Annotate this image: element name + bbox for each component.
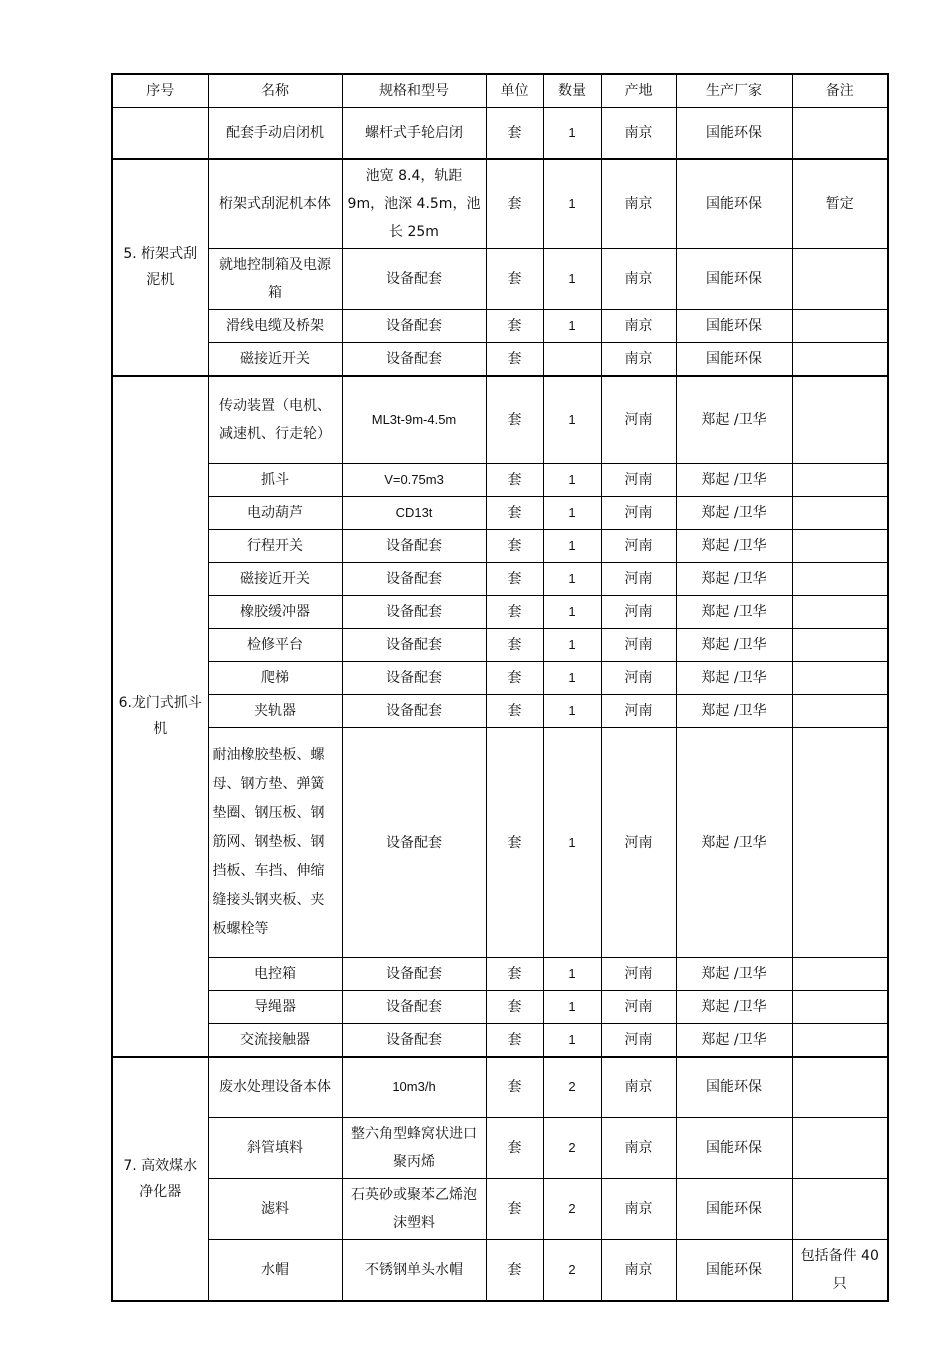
maker-cell: 郑起 /卫华 bbox=[676, 728, 792, 958]
table-row bbox=[112, 108, 888, 159]
maker-cell: 国能环保 bbox=[676, 1178, 792, 1239]
qty-cell: 1 bbox=[543, 108, 601, 159]
name-cell: 废水处理设备本体 bbox=[208, 1057, 342, 1117]
header-spec: 规格和型号 bbox=[342, 74, 486, 108]
maker-cell: 国能环保 bbox=[676, 159, 792, 249]
qty-cell: 1 bbox=[543, 596, 601, 629]
spec-cell: 设备配套 bbox=[342, 309, 486, 342]
spec-cell: 设备配套 bbox=[342, 695, 486, 728]
maker-cell: 郑起 /卫华 bbox=[676, 464, 792, 497]
qty-cell: 2 bbox=[543, 1057, 601, 1117]
name-cell: 爬梯 bbox=[208, 662, 342, 695]
table-row bbox=[112, 1178, 888, 1239]
table-row bbox=[112, 342, 888, 376]
spec-cell: 设备配套 bbox=[342, 629, 486, 662]
name-cell: 斜管填料 bbox=[208, 1117, 342, 1178]
maker-cell: 国能环保 bbox=[676, 342, 792, 376]
name-cell: 抓斗 bbox=[208, 464, 342, 497]
spec-cell: 池宽 8.4，轨距 9m，池深 4.5m，池长 25m bbox=[342, 159, 486, 249]
qty-cell: 1 bbox=[543, 530, 601, 563]
table-row bbox=[112, 662, 888, 695]
origin-cell: 南京 bbox=[601, 159, 676, 249]
qty-cell: 1 bbox=[543, 662, 601, 695]
name-cell: 夹轨器 bbox=[208, 695, 342, 728]
origin-cell: 河南 bbox=[601, 596, 676, 629]
qty-cell: 1 bbox=[543, 695, 601, 728]
spec-cell: CD13t bbox=[342, 497, 486, 530]
spec-cell: 设备配套 bbox=[342, 342, 486, 376]
table-row bbox=[112, 695, 888, 728]
note-cell bbox=[792, 958, 888, 991]
qty-cell: 1 bbox=[543, 991, 601, 1024]
unit-cell: 套 bbox=[486, 309, 543, 342]
equipment-table bbox=[111, 73, 889, 1302]
spec-cell: 设备配套 bbox=[342, 662, 486, 695]
origin-cell: 河南 bbox=[601, 563, 676, 596]
qty-cell: 1 bbox=[543, 958, 601, 991]
table-row bbox=[112, 958, 888, 991]
spec-cell: 设备配套 bbox=[342, 596, 486, 629]
qty-cell: 1 bbox=[543, 563, 601, 596]
unit-cell: 套 bbox=[486, 662, 543, 695]
qty-cell: 1 bbox=[543, 159, 601, 249]
qty-cell: 1 bbox=[543, 248, 601, 309]
spec-cell: 设备配套 bbox=[342, 530, 486, 563]
unit-cell: 套 bbox=[486, 596, 543, 629]
table-row bbox=[112, 563, 888, 596]
header-note: 备注 bbox=[792, 74, 888, 108]
unit-cell: 套 bbox=[486, 629, 543, 662]
name-cell: 就地控制箱及电源箱 bbox=[208, 248, 342, 309]
qty-cell: 1 bbox=[543, 1024, 601, 1058]
unit-cell: 套 bbox=[486, 728, 543, 958]
spec-cell: ML3t-9m-4.5m bbox=[342, 376, 486, 464]
spec-cell: 整六角型蜂窝状进口聚丙烯 bbox=[342, 1117, 486, 1178]
qty-cell: 1 bbox=[543, 376, 601, 464]
note-cell bbox=[792, 1117, 888, 1178]
unit-cell: 套 bbox=[486, 108, 543, 159]
note-cell bbox=[792, 728, 888, 958]
maker-cell: 郑起 /卫华 bbox=[676, 629, 792, 662]
unit-cell: 套 bbox=[486, 1178, 543, 1239]
qty-cell: 2 bbox=[543, 1239, 601, 1301]
name-cell: 滤料 bbox=[208, 1178, 342, 1239]
name-cell: 水帽 bbox=[208, 1239, 342, 1301]
spec-cell: 设备配套 bbox=[342, 958, 486, 991]
header-name: 名称 bbox=[208, 74, 342, 108]
maker-cell: 国能环保 bbox=[676, 248, 792, 309]
name-cell: 滑线电缆及桥架 bbox=[208, 309, 342, 342]
name-cell: 传动装置（电机、减速机、行走轮） bbox=[208, 376, 342, 464]
header-maker: 生产厂家 bbox=[676, 74, 792, 108]
spec-cell: 10m3/h bbox=[342, 1057, 486, 1117]
origin-cell: 南京 bbox=[601, 342, 676, 376]
origin-cell: 河南 bbox=[601, 958, 676, 991]
unit-cell: 套 bbox=[486, 958, 543, 991]
spec-cell: 螺杆式手轮启闭 bbox=[342, 108, 486, 159]
table-row bbox=[112, 464, 888, 497]
unit-cell: 套 bbox=[486, 1057, 543, 1117]
origin-cell: 南京 bbox=[601, 309, 676, 342]
maker-cell: 郑起 /卫华 bbox=[676, 376, 792, 464]
origin-cell: 河南 bbox=[601, 991, 676, 1024]
maker-cell: 国能环保 bbox=[676, 1117, 792, 1178]
origin-cell: 南京 bbox=[601, 1239, 676, 1301]
spec-cell: 设备配套 bbox=[342, 991, 486, 1024]
unit-cell: 套 bbox=[486, 159, 543, 249]
name-cell: 磁接近开关 bbox=[208, 563, 342, 596]
note-cell: 包括备件 40只 bbox=[792, 1239, 888, 1301]
qty-cell bbox=[543, 342, 601, 376]
index-cell bbox=[112, 108, 208, 159]
header-unit: 单位 bbox=[486, 74, 543, 108]
origin-cell: 南京 bbox=[601, 1057, 676, 1117]
name-cell: 橡胶缓冲器 bbox=[208, 596, 342, 629]
table-row bbox=[112, 1057, 888, 1117]
qty-cell: 2 bbox=[543, 1117, 601, 1178]
note-cell bbox=[792, 530, 888, 563]
spec-cell: 设备配套 bbox=[342, 248, 486, 309]
note-cell bbox=[792, 596, 888, 629]
unit-cell: 套 bbox=[486, 464, 543, 497]
note-cell bbox=[792, 1024, 888, 1058]
unit-cell: 套 bbox=[486, 342, 543, 376]
maker-cell: 郑起 /卫华 bbox=[676, 695, 792, 728]
origin-cell: 南京 bbox=[601, 108, 676, 159]
table-row bbox=[112, 1117, 888, 1178]
origin-cell: 南京 bbox=[601, 1117, 676, 1178]
origin-cell: 河南 bbox=[601, 695, 676, 728]
header-origin: 产地 bbox=[601, 74, 676, 108]
group-label-5: 5. 桁架式刮泥机 bbox=[112, 159, 208, 376]
note-cell bbox=[792, 497, 888, 530]
note-cell bbox=[792, 464, 888, 497]
qty-cell: 2 bbox=[543, 1178, 601, 1239]
maker-cell: 郑起 /卫华 bbox=[676, 563, 792, 596]
note-cell bbox=[792, 309, 888, 342]
qty-cell: 1 bbox=[543, 309, 601, 342]
note-cell bbox=[792, 991, 888, 1024]
origin-cell: 南京 bbox=[601, 248, 676, 309]
note-cell bbox=[792, 342, 888, 376]
table-row bbox=[112, 376, 888, 464]
note-cell bbox=[792, 662, 888, 695]
origin-cell: 河南 bbox=[601, 662, 676, 695]
name-cell: 磁接近开关 bbox=[208, 342, 342, 376]
table-row bbox=[112, 629, 888, 662]
table-row bbox=[112, 1024, 888, 1058]
name-cell: 耐油橡胶垫板、螺母、钢方垫、弹簧垫圈、钢压板、钢筋网、钢垫板、钢挡板、车挡、伸缩缝接头钢夹板、夹板螺栓等 bbox=[208, 728, 342, 958]
name-cell: 电控箱 bbox=[208, 958, 342, 991]
group-label-6: 6.龙门式抓斗机 bbox=[112, 376, 208, 1058]
note-cell bbox=[792, 629, 888, 662]
name-cell: 检修平台 bbox=[208, 629, 342, 662]
unit-cell: 套 bbox=[486, 1117, 543, 1178]
name-cell: 电动葫芦 bbox=[208, 497, 342, 530]
header-row bbox=[112, 74, 888, 108]
unit-cell: 套 bbox=[486, 563, 543, 596]
note-cell bbox=[792, 695, 888, 728]
unit-cell: 套 bbox=[486, 1024, 543, 1058]
table-row bbox=[112, 1239, 888, 1301]
name-cell: 交流接触器 bbox=[208, 1024, 342, 1058]
maker-cell: 国能环保 bbox=[676, 1057, 792, 1117]
unit-cell: 套 bbox=[486, 530, 543, 563]
maker-cell: 郑起 /卫华 bbox=[676, 991, 792, 1024]
origin-cell: 河南 bbox=[601, 1024, 676, 1058]
name-cell: 行程开关 bbox=[208, 530, 342, 563]
spec-cell: 设备配套 bbox=[342, 728, 486, 958]
header-index: 序号 bbox=[112, 74, 208, 108]
qty-cell: 1 bbox=[543, 728, 601, 958]
maker-cell: 国能环保 bbox=[676, 108, 792, 159]
note-cell bbox=[792, 1057, 888, 1117]
note-cell bbox=[792, 248, 888, 309]
unit-cell: 套 bbox=[486, 376, 543, 464]
maker-cell: 郑起 /卫华 bbox=[676, 662, 792, 695]
table-row bbox=[112, 728, 888, 958]
table-row bbox=[112, 497, 888, 530]
spec-cell: 设备配套 bbox=[342, 1024, 486, 1058]
table-row bbox=[112, 309, 888, 342]
table-row bbox=[112, 991, 888, 1024]
name-cell: 配套手动启闭机 bbox=[208, 108, 342, 159]
qty-cell: 1 bbox=[543, 629, 601, 662]
table-row bbox=[112, 596, 888, 629]
name-cell: 导绳器 bbox=[208, 991, 342, 1024]
note-cell bbox=[792, 108, 888, 159]
origin-cell: 河南 bbox=[601, 497, 676, 530]
note-cell bbox=[792, 1178, 888, 1239]
note-cell bbox=[792, 563, 888, 596]
unit-cell: 套 bbox=[486, 695, 543, 728]
origin-cell: 河南 bbox=[601, 530, 676, 563]
origin-cell: 河南 bbox=[601, 629, 676, 662]
maker-cell: 国能环保 bbox=[676, 309, 792, 342]
table-row bbox=[112, 159, 888, 249]
spec-cell: 设备配套 bbox=[342, 563, 486, 596]
spec-cell: 不锈钢单头水帽 bbox=[342, 1239, 486, 1301]
origin-cell: 河南 bbox=[601, 728, 676, 958]
unit-cell: 套 bbox=[486, 497, 543, 530]
note-cell bbox=[792, 376, 888, 464]
table-row bbox=[112, 248, 888, 309]
maker-cell: 郑起 /卫华 bbox=[676, 596, 792, 629]
unit-cell: 套 bbox=[486, 248, 543, 309]
qty-cell: 1 bbox=[543, 497, 601, 530]
unit-cell: 套 bbox=[486, 991, 543, 1024]
header-qty: 数量 bbox=[543, 74, 601, 108]
origin-cell: 南京 bbox=[601, 1178, 676, 1239]
maker-cell: 郑起 /卫华 bbox=[676, 497, 792, 530]
maker-cell: 郑起 /卫华 bbox=[676, 1024, 792, 1058]
qty-cell: 1 bbox=[543, 464, 601, 497]
maker-cell: 郑起 /卫华 bbox=[676, 958, 792, 991]
name-cell: 桁架式刮泥机本体 bbox=[208, 159, 342, 249]
table-row bbox=[112, 530, 888, 563]
maker-cell: 郑起 /卫华 bbox=[676, 530, 792, 563]
note-cell: 暂定 bbox=[792, 159, 888, 249]
maker-cell: 国能环保 bbox=[676, 1239, 792, 1301]
spec-cell: V=0.75m3 bbox=[342, 464, 486, 497]
spec-cell: 石英砂或聚苯乙烯泡沫塑料 bbox=[342, 1178, 486, 1239]
unit-cell: 套 bbox=[486, 1239, 543, 1301]
origin-cell: 河南 bbox=[601, 376, 676, 464]
group-label-7: 7. 高效煤水净化器 bbox=[112, 1057, 208, 1301]
origin-cell: 河南 bbox=[601, 464, 676, 497]
